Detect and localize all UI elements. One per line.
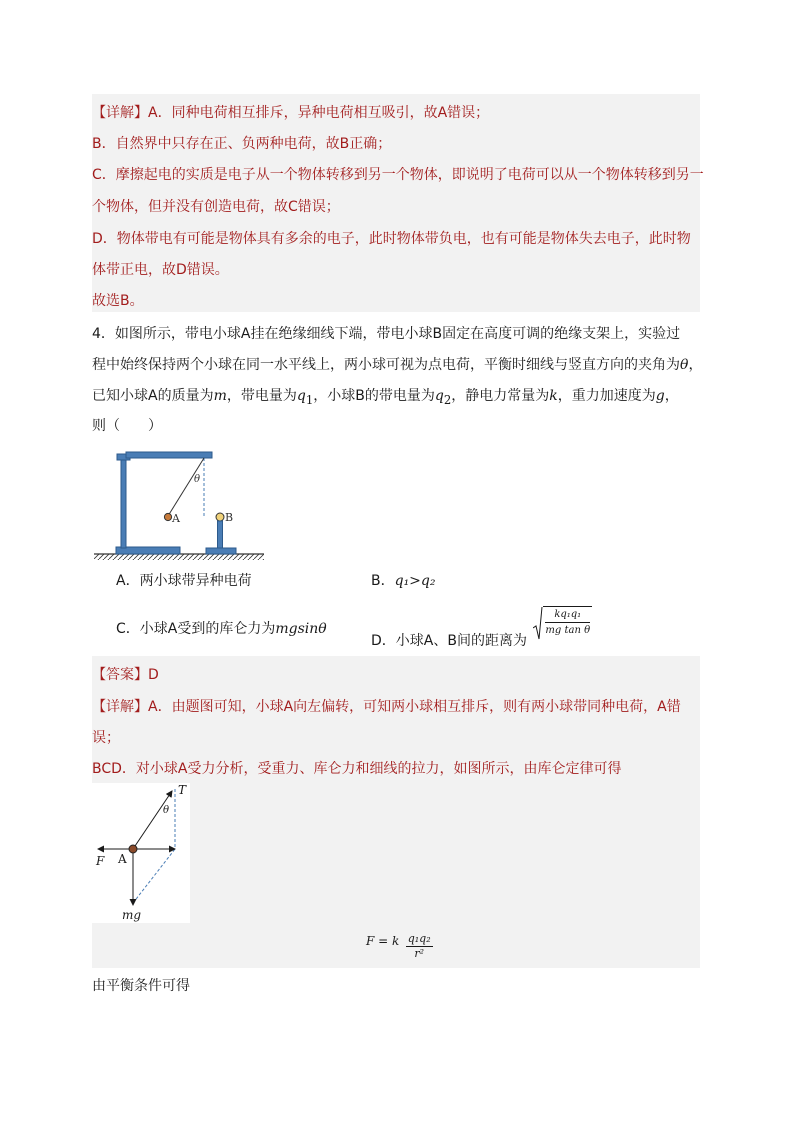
question-line-3: 已知小球A的质量为m，带电量为$q_1$，小球B的带电量为$q_2$，静电力常量为k，重力加速度为g， (92, 388, 679, 407)
thread-line (168, 458, 204, 516)
question-line-2: 程中始终保持两个小球在同一水平线上，两小球可视为点电荷，平衡时细线与竖直方向的夹角为θ， (92, 357, 703, 373)
ball-a (164, 513, 171, 520)
explain-line-4: 个物体，但并没有创造电荷，故C错误； (92, 199, 340, 215)
explain-line-3: C．摩擦起电的实质是电子从一个物体转移到另一个物体，即说明了电荷可以从一个物体转移到另一 (92, 167, 704, 183)
ground-hatch (94, 554, 264, 560)
support-base (206, 548, 236, 554)
tension-label: T (178, 783, 187, 797)
support-rod (218, 521, 223, 550)
formula-numerator: q₁q₂ (407, 932, 431, 945)
option-d: D．小球A、B间的距离为 $\frac{\text{kq₁q₁}}{\text{mg tan θ}}$ (371, 608, 592, 642)
ball-b-label: B (225, 511, 234, 524)
point-a-label: A (118, 852, 127, 866)
closing-line: 由平衡条件可得 (92, 978, 190, 994)
option-b: B．q₁>q₂ (371, 573, 436, 589)
force-f-label: F (96, 854, 105, 868)
theta-label: θ (194, 474, 201, 485)
option-c: C．小球A受到的库仑力为mgsinθ (116, 621, 327, 637)
stand-arm (126, 452, 212, 458)
explain2-line-1: 【详解】A．由题图可知，小球A向左偏转，可知两小球相互排斥，则有两小球带同种电荷，A错 (92, 699, 681, 715)
explain-line-7: 故选B。 (92, 293, 144, 309)
explain2-line-2: 误； (92, 730, 120, 746)
option-a: A．两小球带异种电荷 (116, 573, 252, 589)
explain-line-2: B．自然界中只存在正、负两种电荷，故B正确； (92, 136, 392, 152)
sqrt-expression (533, 606, 592, 638)
ball-b (216, 513, 224, 521)
ball-a-label: A (172, 512, 180, 525)
formula-lhs: F = k (366, 933, 400, 948)
explain-tag: 【详解】 (92, 105, 148, 121)
sqrt-denominator: mg tan θ (545, 625, 591, 636)
stand-pole (121, 454, 126, 548)
formula-denominator: r² (414, 947, 425, 960)
force-diagram (92, 783, 190, 923)
coulomb-formula (366, 932, 433, 961)
explain-line-1: 【详解】A．同种电荷相互排斥，异种电荷相互吸引，故A错误； (92, 105, 490, 121)
question-line-4: 则（ ） (92, 418, 162, 434)
mg-label: mg (122, 908, 142, 922)
explain-line-6: 体带正电，故D错误。 (92, 262, 229, 278)
theta-label-2: θ (163, 805, 170, 816)
explain-line-5: D．物体带电有可能是物体具有多余的电子，此时物体带负电，也有可能是物体失去电子，此时物 (92, 231, 691, 247)
explain2-line-3: BCD．对小球A受力分析，受重力、库仑力和细线的拉力，如图所示，由库仑定律可得 (92, 761, 622, 777)
question-line-1: 4．如图所示，带电小球A挂在绝缘细线下端，带电小球B固定在高度可调的绝缘支架上，实验过 (92, 326, 681, 342)
sqrt-sign (533, 606, 543, 640)
sqrt-numerator: kq₁q₁ (545, 607, 590, 623)
answer-line: 【答案】D (92, 667, 159, 683)
apparatus-figure (94, 444, 266, 564)
ball-a-force (129, 845, 137, 853)
